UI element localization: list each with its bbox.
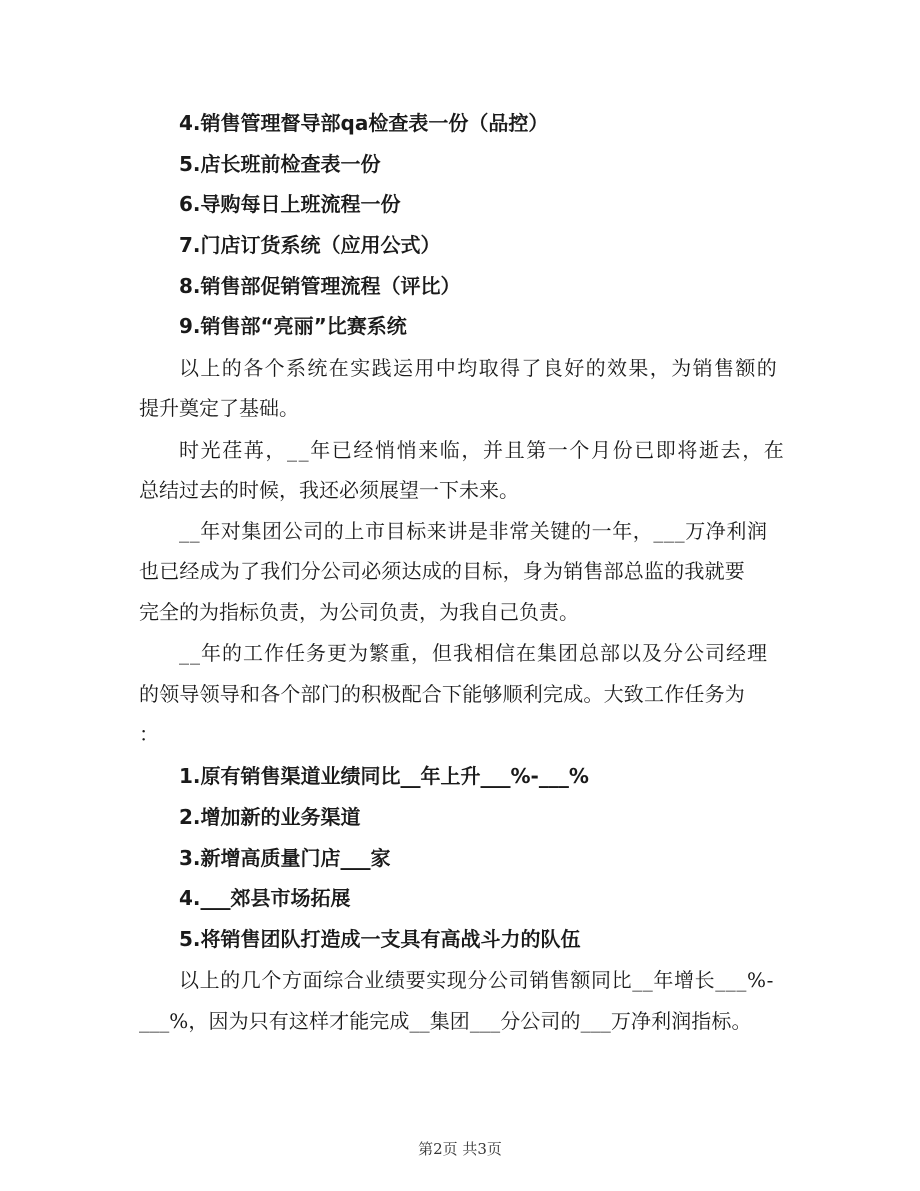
list-item: 9.销售部“亮丽”比赛系统	[179, 314, 407, 338]
list-item: 3.新增高质量门店___家	[179, 846, 391, 870]
list-item: 5.店长班前检查表一份	[179, 152, 381, 176]
paragraph-line: 以上的各个系统在实践运用中均取得了良好的效果，为销售额的	[179, 356, 779, 380]
paragraph-line: 的领导领导和各个部门的积极配合下能够顺利完成。大致工作任务为	[139, 682, 745, 706]
list-item: 1.原有销售渠道业绩同比__年上升___%-___%	[179, 764, 589, 788]
list-item: 7.门店订货系统（应用公式）	[179, 233, 441, 257]
paragraph-line: __年对集团公司的上市目标来讲是非常关键的一年，___万净利润	[179, 519, 768, 543]
page-number: 第2页 共3页	[418, 1140, 502, 1158]
list-item: 4.___郊县市场拓展	[179, 886, 351, 910]
paragraph-line: ：	[139, 722, 159, 746]
paragraph-line: ___%，因为只有这样才能完成__集团___分公司的___万净利润指标。	[139, 1009, 752, 1033]
list-item: 4.销售管理督导部qa检查表一份（品控）	[179, 111, 549, 135]
paragraph-line: 也已经成为了我们分公司必须达成的目标，身为销售部总监的我就要	[139, 559, 745, 583]
paragraph-line: 总结过去的时候，我还必须展望一下未来。	[139, 478, 519, 502]
paragraph-line: 提升奠定了基础。	[139, 396, 299, 420]
list-item: 6.导购每日上班流程一份	[179, 192, 401, 216]
paragraph-line: __年的工作任务更为繁重，但我相信在集团总部以及分公司经理	[179, 641, 768, 665]
list-item: 2.增加新的业务渠道	[179, 805, 361, 829]
paragraph-line: 时光荏苒，__年已经悄悄来临，并且第一个月份已即将逝去，在	[179, 438, 786, 462]
paragraph-line: 完全的为指标负责，为公司负责，为我自己负责。	[139, 600, 579, 624]
list-item: 5.将销售团队打造成一支具有高战斗力的队伍	[179, 927, 581, 951]
paragraph-line: 以上的几个方面综合业绩要实现分公司销售额同比__年增长___%-	[179, 968, 774, 992]
list-item: 8.销售部促销管理流程（评比）	[179, 274, 461, 298]
